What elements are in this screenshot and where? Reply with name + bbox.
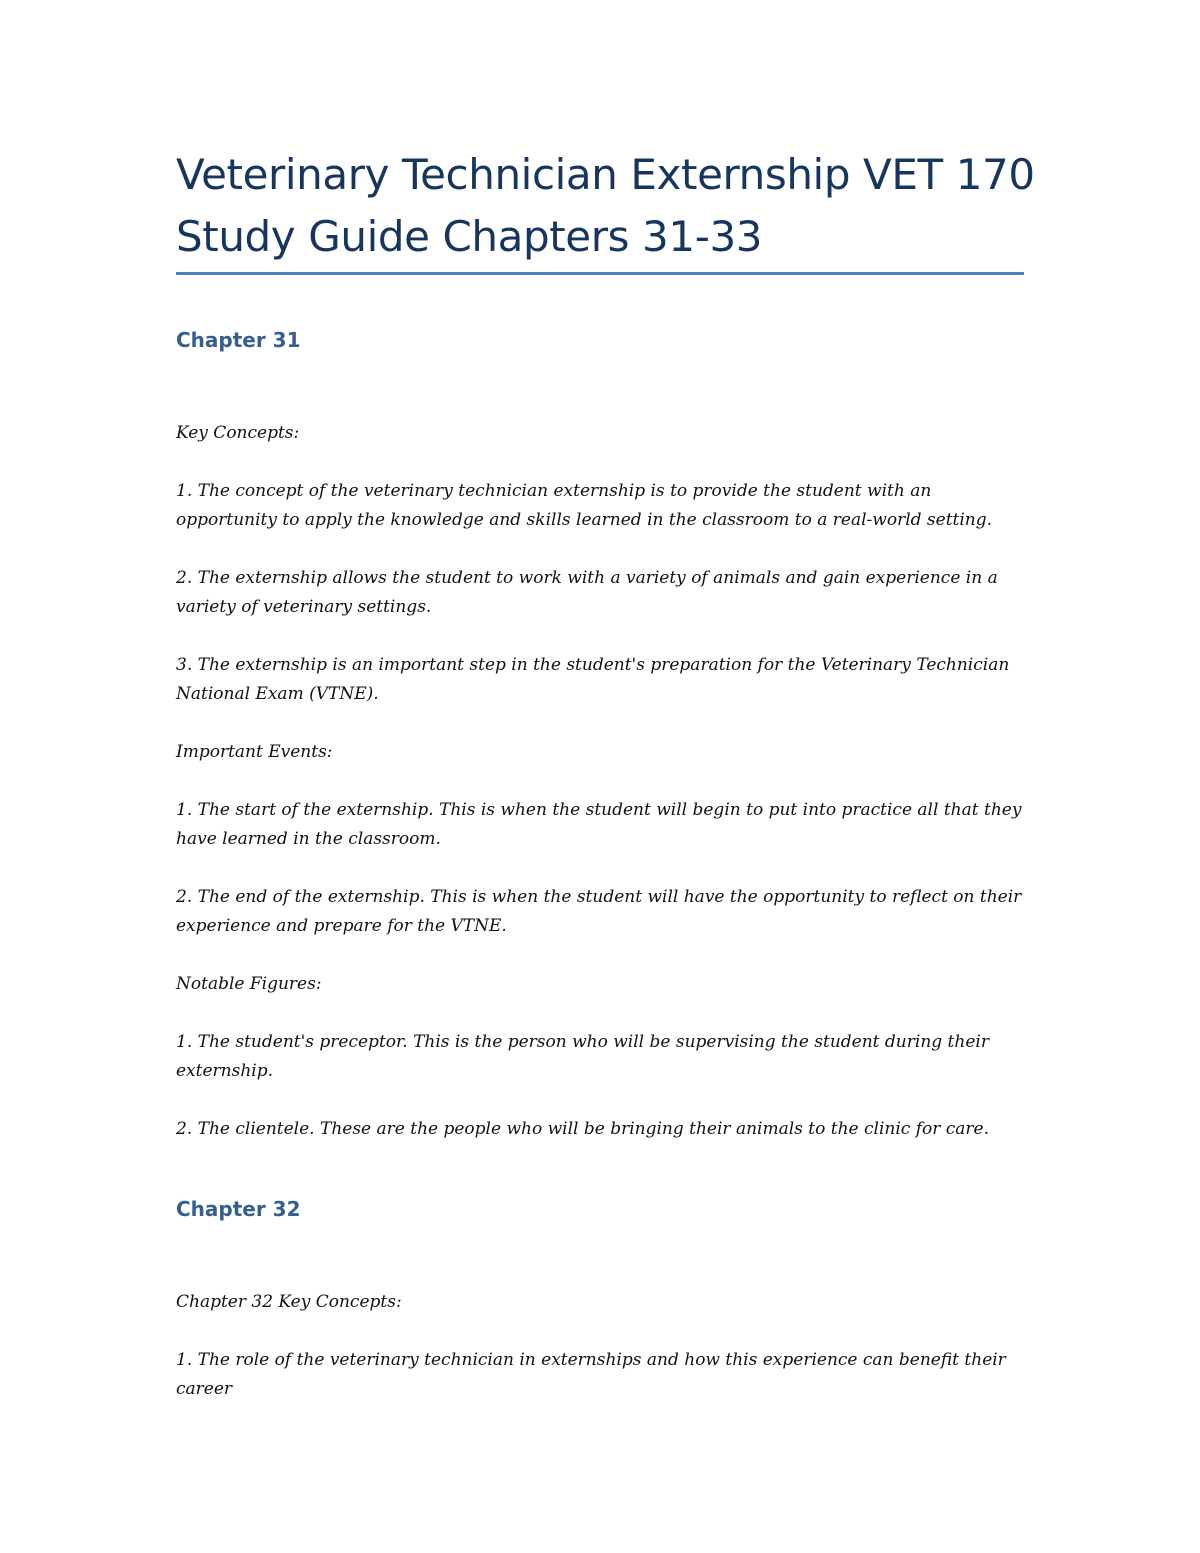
chapter-32-key-concepts-label: Chapter 32 Key Concepts: <box>176 1292 402 1312</box>
key-concept-item: 2. The externship allows the student to work with a variety of animals and gain experience in a variety of veterinary settings. <box>176 568 998 617</box>
notable-figure-item: 1. The student's preceptor. This is the person who will be supervising the student during their externship. <box>176 1032 989 1081</box>
key-concept-item: 1. The role of the veterinary technician in externships and how this experience can benefit their career <box>176 1350 1006 1399</box>
chapter-32-heading: Chapter 32 <box>176 1197 301 1221</box>
key-concept-item: 3. The externship is an important step in the student's preparation for the Veterinary Technician National Exam (VTNE). <box>176 655 1010 704</box>
important-events-label: Important Events: <box>176 742 333 762</box>
document-title: Veterinary Technician Externship VET 170 Study Guide Chapters 31-33 <box>176 150 1035 261</box>
chapter-31-heading: Chapter 31 <box>176 328 301 352</box>
important-event-item: 1. The start of the externship. This is when the student will begin to put into practice all that they have learned in the classroom. <box>176 800 1022 849</box>
notable-figures-label: Notable Figures: <box>176 974 322 994</box>
key-concepts-label: Key Concepts: <box>176 423 300 443</box>
notable-figure-item: 2. The clientele. These are the people who will be bringing their animals to the clinic for care. <box>176 1119 990 1139</box>
important-event-item: 2. The end of the externship. This is when the student will have the opportunity to reflect on their experience and prepare for the VTNE. <box>176 887 1022 936</box>
title-underline <box>176 272 1024 275</box>
key-concept-item: 1. The concept of the veterinary technician externship is to provide the student with an opportunity to apply the knowledge and skills learned in the classroom to a real-world setting. <box>176 481 993 530</box>
